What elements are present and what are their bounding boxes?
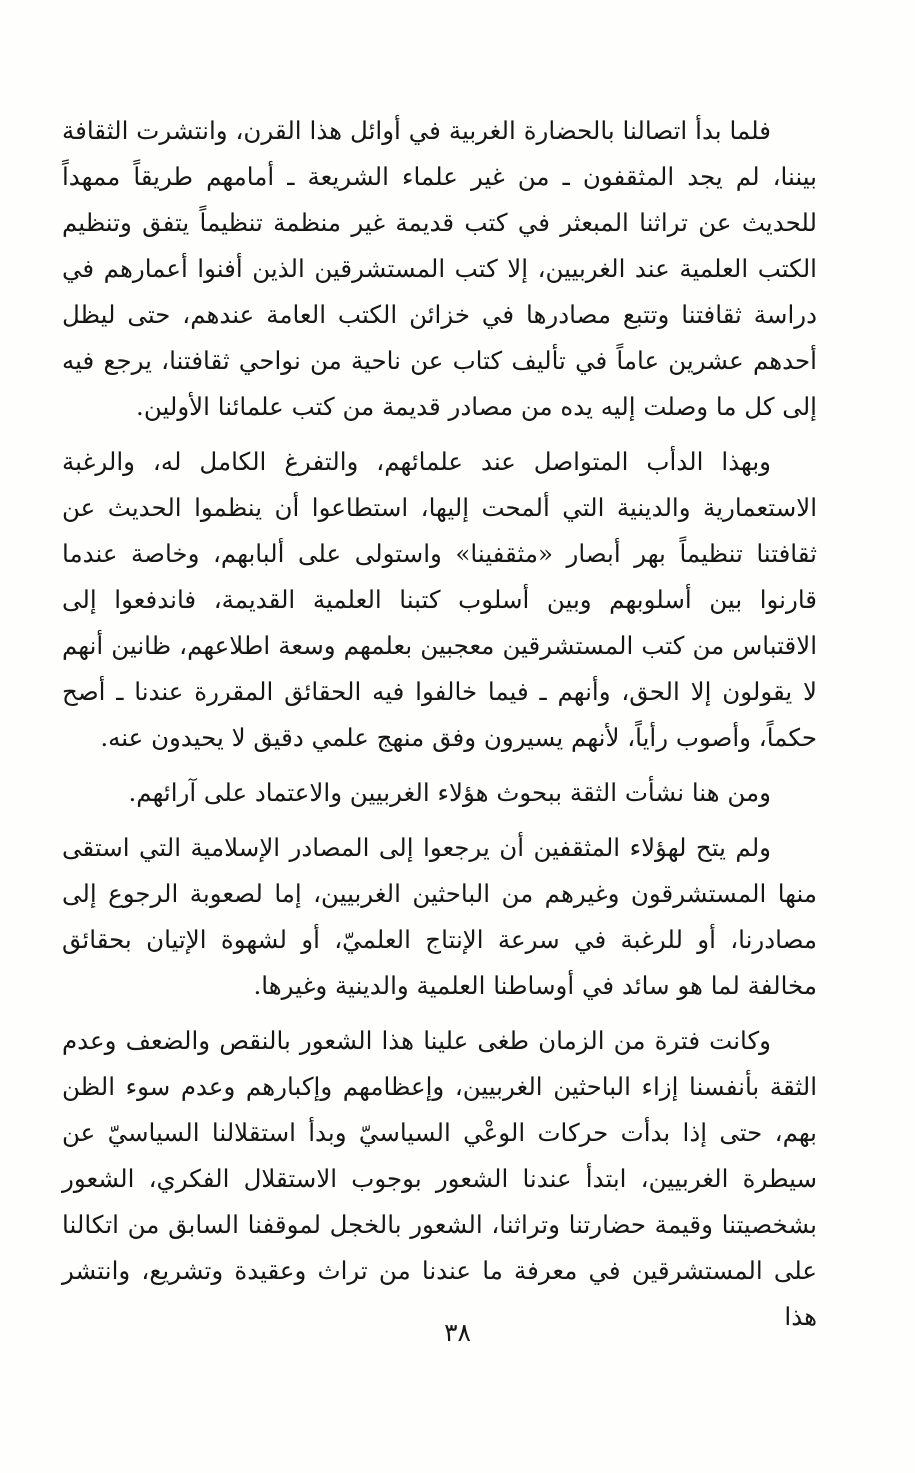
paragraph-3: ومن هنا نشأت الثقة ببحوث هؤلاء الغربيين والاعتماد على آرائهم.: [128, 778, 771, 807]
page-number: ٣٨: [444, 1318, 471, 1347]
paragraph-4: ولم يتح لهؤلاء المثقفين أن يرجعوا إلى المصادر الإسلامية التي استقى منها المستشرقون وغيرهم من الباحثين الغربيين، إما لصعوبة الرجوع إلى مصادرنا، أو للرغبة في سرعة الإنتاج العلميّ، أو لشهوة الإتيان بحقائق مخالفة لما هو سائد في أوساطنا العلمية والدينية وغيرها.: [62, 833, 817, 1000]
paragraph-5: وكانت فترة من الزمان طغى علينا هذا الشعور بالنقص والضعف وعدم الثقة بأنفسنا إزاء الباحثين الغربيين، وإعظامهم وإكبارهم وعدم سوء الظن بهم، حتى إذا بدأت حركات الوعْي السياسيّ وبدأ استقلالنا السياسيّ عن سيطرة الغربيين، ابتدأ عندنا الشعور بوجوب الاستقلال الفكري، الشعور بشخصيتنا وقيمة حضارتنا وتراثنا، الشعور بالخجل لموقفنا السابق من اتكالنا على المستشرقين في معرفة ما عندنا من تراث وعقيدة وتشريع، وانتشر هذا: [62, 1026, 817, 1331]
body-text: [62, 108, 817, 1349]
paragraph-1: فلما بدأ اتصالنا بالحضارة الغربية في أوائل هذا القرن، وانتشرت الثقافة بيننا، لم يجد المثقفون ـ من غير علماء الشريعة ـ أمامهم طريقاً ممهداً للحديث عن تراثنا المبعثر في كتب قديمة غير منظمة تنظيماً يتفق وتنظيم الكتب العلمية عند الغربيين، إلا كتب المستشرقين الذين أفنوا أعمارهم في دراسة ثقافتنا وتتبع مصادرها في خزائن الكتب العامة عندهم، حتى ليظل أحدهم عشرين عاماً في تأليف كتاب عن ناحية من نواحي ثقافتنا، يرجع فيه إلى كل ما وصلت إليه يده من مصادر قديمة من كتب علمائنا الأولين.: [62, 116, 817, 421]
paragraph-2: وبهذا الدأب المتواصل عند علمائهم، والتفرغ الكامل له، والرغبة الاستعمارية والدينية التي ألمحت إليها، استطاعوا أن ينظموا الحديث عن ثقافتنا تنظيماً بهر أبصار «مثقفينا» واستولى على ألبابهم، وخاصة عندما قارنوا بين أسلوبهم وبين أسلوب كتبنا العلمية القديمة، فاندفعوا إلى الاقتباس من كتب المستشرقين معجبين بعلمهم وسعة اطلاعهم، ظانين أنهم لا يقولون إلا الحق، وأنهم ـ فيما خالفوا فيه الحقائق المقررة عندنا ـ أصح حكماً، وأصوب رأياً، لأنهم يسيرون وفق منهج علمي دقيق لا يحيدون عنه.: [62, 447, 817, 752]
